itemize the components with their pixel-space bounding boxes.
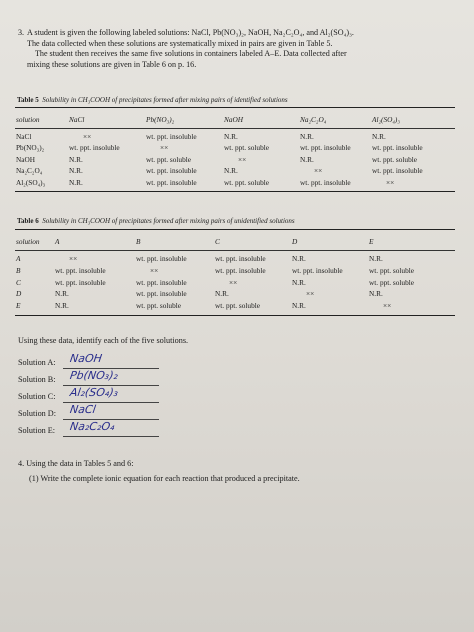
table5-cell: N.R. [224,132,238,141]
table6-header-cell: D [292,237,298,246]
table6-cell: wt. ppt. insoluble [136,289,187,299]
table5-cell: ×× [386,177,395,187]
table6-header-cell: A [55,237,60,246]
table5-cell: wt. ppt. insoluble [300,143,351,153]
table6-cell: B [16,265,21,275]
question-3-line: The student then receives the same five solutions in containers labeled A–E. Data collected after [27,49,347,59]
table-6-label: Table 6 [17,217,39,225]
table5-cell: Na₂C₂O₄ [16,166,43,176]
table5-cell: N.R. [300,154,314,164]
table6-cell: ×× [383,301,392,311]
table6-cell: N.R. [55,289,69,299]
table6-cell: N.R. [369,254,383,263]
table6-header-cell: solution [16,237,40,246]
table-5-label: Table 5 [17,96,39,104]
table5-cell: wt. ppt. soluble [146,154,191,164]
table-6-header-rule [15,250,455,251]
table6-cell: ×× [69,254,78,263]
table5-cell: ×× [160,143,169,153]
table6-cell: wt. ppt. insoluble [55,277,106,287]
table5-cell: N.R. [69,166,83,176]
answer-label: Solution E: [18,426,56,435]
table6-cell: ×× [150,265,159,275]
table6-cell: wt. ppt. insoluble [136,277,187,287]
table5-cell: N.R. [69,154,83,164]
table6-cell: wt. ppt. soluble [136,301,181,311]
table6-cell: N.R. [292,254,306,263]
question-4-title: 4. Using the data in Tables 5 and 6: [18,459,134,468]
table5-header-cell: Al₂(SO₄)₃ [372,115,400,124]
table-5-top-rule [15,107,455,108]
table6-cell: A [16,254,21,263]
table5-cell: N.R. [69,177,83,187]
table6-cell: N.R. [215,289,229,299]
handwritten-answer: NaOH [69,352,103,365]
table6-cell: wt. ppt. insoluble [215,265,266,275]
table5-cell: wt. ppt. soluble [224,143,269,153]
table5-cell: NaOH [16,154,36,164]
table6-header-cell: B [136,237,141,246]
handwritten-answer: Pb(NO₃)₂ [69,369,119,382]
handwritten-answer: Al₂(SO₄)₃ [69,386,119,399]
handwritten-answer: Na₂C₂O₄ [69,420,116,433]
table5-cell: wt. ppt. insoluble [146,132,197,141]
table6-cell: wt. ppt. insoluble [136,254,187,263]
table6-cell: N.R. [292,277,306,287]
table5-cell: ×× [83,132,92,141]
table5-cell: N.R. [300,132,314,141]
answer-label: Solution C: [18,392,56,401]
table6-header-cell: C [215,237,220,246]
table-5-caption [17,96,288,104]
question-3-line: mixing these solutions are given in Table 6 on p. 16. [27,59,197,69]
table6-cell: C [16,277,21,287]
table6-cell: wt. ppt. soluble [369,277,414,287]
table6-cell: D [16,289,22,299]
table6-cell: wt. ppt. soluble [215,301,260,311]
table6-cell: wt. ppt. insoluble [292,265,343,275]
table-5-bottom-rule [15,191,455,192]
table5-cell: wt. ppt. soluble [372,154,417,164]
table6-cell: wt. ppt. soluble [369,265,414,275]
table-5-title: Solubility in CH₃COOH of precipitates formed after mixing pairs of identified solutions [42,96,288,104]
answer-underline [63,436,159,437]
table5-header-cell: Na₂C₂O₄ [300,115,327,124]
table-6-caption [17,217,295,225]
answer-label: Solution D: [18,409,56,418]
table6-cell: N.R. [369,289,383,299]
table5-cell: ×× [314,166,323,176]
table5-cell: wt. ppt. insoluble [372,143,423,153]
table5-cell: Pb(NO₃)₂ [16,143,45,153]
question-3-number: 3. [18,28,25,37]
table5-cell: wt. ppt. insoluble [372,166,423,176]
table-6-top-rule [15,229,455,230]
table5-cell: wt. ppt. insoluble [146,177,197,187]
table5-cell: NaCl [16,132,32,141]
answer-label: Solution A: [18,358,56,367]
table5-header-cell: Pb(NO₃)₂ [146,115,175,124]
table6-cell: N.R. [55,301,69,311]
table5-cell: wt. ppt. insoluble [300,177,351,187]
table6-header-cell: E [369,237,374,246]
answer-label: Solution B: [18,375,56,384]
table5-cell: wt. ppt. insoluble [69,143,120,153]
table5-cell: Al₂(SO₄)₃ [16,177,46,187]
table5-cell: ×× [238,154,247,164]
table6-cell: N.R. [292,301,306,311]
table6-cell: ×× [306,289,315,299]
question-3-line: A student is given the following labeled solutions: NaCl, Pb(NO₃)₂, NaOH, Na₂C₂O₄, and Al₂(SO₄)₃. [27,28,354,37]
table5-cell: wt. ppt. insoluble [146,166,197,176]
table-6-bottom-rule [15,315,455,316]
table5-cell: wt. ppt. soluble [224,177,269,187]
question-4-part-1: (1) Write the complete ionic equation for each reaction that produced a precipitate. [29,474,300,483]
table5-cell: N.R. [224,166,238,176]
table6-cell: E [16,301,21,311]
identify-prompt: Using these data, identify each of the five solutions. [18,336,189,345]
table5-cell: N.R. [372,132,386,141]
question-3-line: The data collected when these solutions are systematically mixed in pairs are given in Table 5. [27,38,333,48]
table-5-header-rule [15,128,455,129]
table6-cell: wt. ppt. insoluble [55,265,106,275]
table-6-title: Solubility in CH₃COOH of precipitates formed after mixing pairs of unidentified solutions [42,217,295,225]
handwritten-answer: NaCl [69,403,97,416]
table6-cell: wt. ppt. insoluble [215,254,266,263]
table5-header-cell: solution [16,115,40,124]
table5-header-cell: NaCl [69,115,85,124]
table5-header-cell: NaOH [224,115,244,124]
table6-cell: ×× [229,277,238,287]
